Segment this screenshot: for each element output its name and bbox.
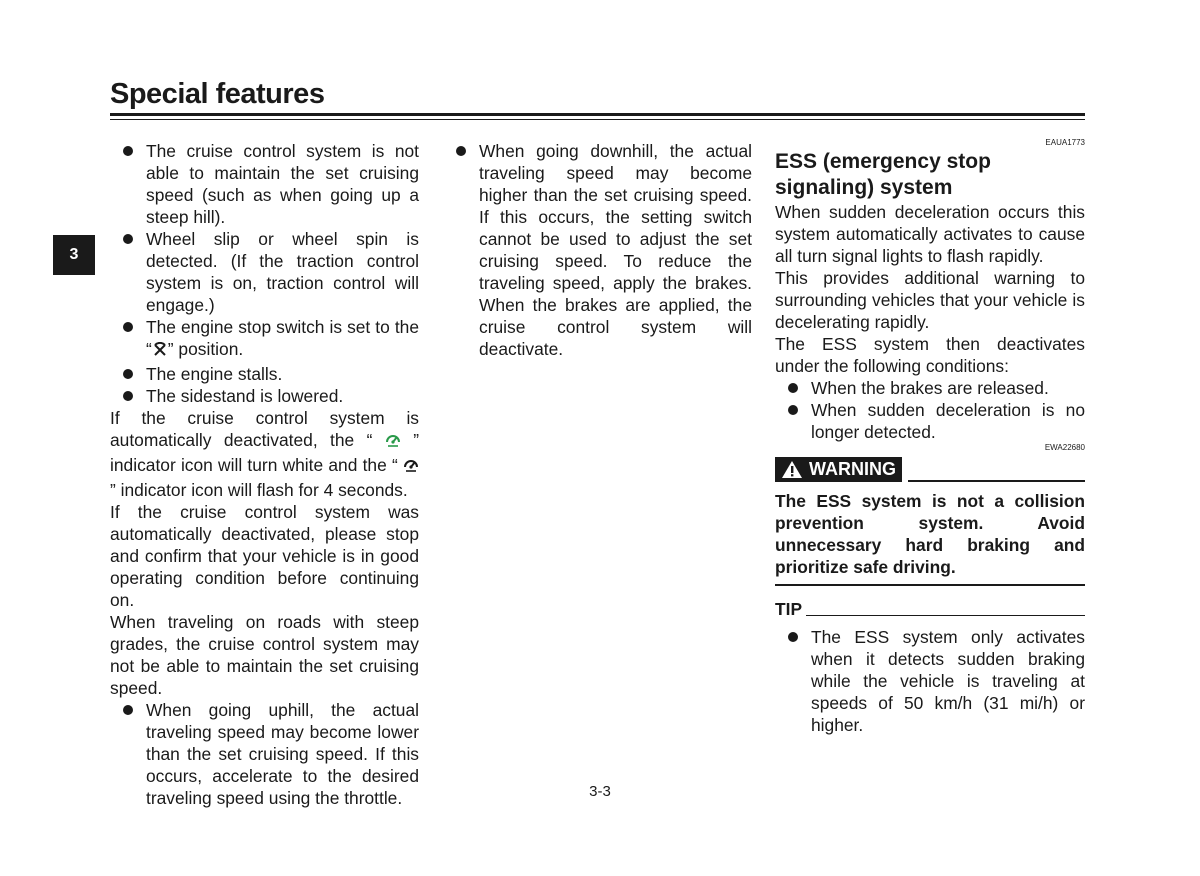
tip-list: [775, 626, 1085, 736]
tip-rule: [806, 615, 1085, 616]
paragraph: When traveling on roads with steep grades, the cruise control system may not be able to maintain the set cruising speed.: [110, 612, 419, 698]
list-item: The engine stop switch is set to the “ ” position.: [110, 316, 419, 363]
warning-header: [775, 457, 1085, 482]
list-item: When sudden deceleration is no longer detected.: [775, 399, 1085, 443]
list-item: The engine stalls.: [110, 363, 419, 385]
chapter-tab: 3: [53, 235, 95, 275]
title-rule-thick: [110, 113, 1085, 116]
warning-code: EWA22680: [1044, 443, 1085, 452]
list-item: The ESS system only activates when it detects sudden braking while the vehicle is traveling at speeds of 50 km/h (31 mi/h) or higher.: [775, 626, 1085, 736]
list-item: Wheel slip or wheel spin is detected. (If the traction control system is on, traction control will engage.): [110, 228, 419, 316]
paragraph: If the cruise control system was automatically deactivated, please stop and confirm that your vehicle is in good operating condition before continuing on.: [110, 502, 419, 610]
list-item-text: position.: [178, 339, 244, 359]
list-item: When going downhill, the actual traveling speed may become higher than the set cruising speed. If this occurs, the setting switch cannot be used to adjust the set cruising speed. To reduce the traveling speed, apply the brakes. When the brakes are applied, the cruise control system will deactivate.: [443, 140, 752, 360]
page-number: 3-3: [589, 783, 611, 800]
paragraph: If the cruise control system is automatically deactivated, the “ ” indicator icon will turn white and the “ ” indicator icon will flash for 4 seconds.: [110, 408, 419, 500]
paragraph-text: indicator icon will flash for 4 seconds.: [120, 480, 408, 500]
list-item-text: The engine stop switch is set to the: [146, 317, 419, 337]
title-rule-thin: [110, 119, 1085, 120]
list-item: The cruise control system is not able to maintain the set cruising speed (such as when going up a steep hill).: [110, 140, 419, 228]
ess-deactivation-list: [775, 377, 1085, 443]
warning-badge: [775, 457, 902, 482]
column-2: [443, 140, 752, 360]
cruise-control-indicator-icon: [403, 457, 419, 479]
list-item: When the brakes are released.: [775, 377, 1085, 399]
warning-rule: [908, 480, 1085, 482]
paragraph-text: If the cruise control system is automatically deactivated, the: [110, 408, 419, 450]
list-item: When going uphill, the actual traveling speed may become lower than the set cruising speed. If this occurs, accelerate to the desired traveling speed using the throttle.: [110, 699, 419, 809]
paragraph-text: indicator icon will turn white and the: [110, 455, 387, 475]
column-1: [110, 140, 419, 809]
column-3: [775, 138, 1085, 736]
deactivation-conditions-list: [110, 140, 419, 407]
cruise-control-indicator-icon: [385, 432, 401, 454]
paragraph: When sudden deceleration occurs this system automatically activates to cause all turn signal lights to flash rapidly.: [775, 202, 1085, 266]
engine-stop-switch-icon: [152, 341, 168, 363]
warning-triangle-icon: [781, 460, 803, 479]
list-item: The sidestand is lowered.: [110, 385, 419, 407]
warning-label: WARNING: [809, 459, 896, 479]
paragraph: This provides additional warning to surrounding vehicles that your vehicle is decelerating rapidly.: [775, 268, 1085, 332]
tip-header: [775, 598, 1085, 620]
page-title: Special features: [110, 78, 325, 110]
warning-bottom-rule: [775, 584, 1085, 586]
paragraph: The ESS system then deactivates under the following conditions:: [775, 334, 1085, 376]
warning-text: The ESS system is not a collision prevention system. Avoid unnecessary hard braking and prioritize safe driving.: [775, 491, 1085, 577]
downhill-list: [443, 140, 752, 360]
section-title: ESS (emergency stop signaling) system: [775, 150, 991, 199]
section-code: EAUA1773: [1045, 138, 1085, 147]
tip-label: TIP: [775, 599, 803, 619]
